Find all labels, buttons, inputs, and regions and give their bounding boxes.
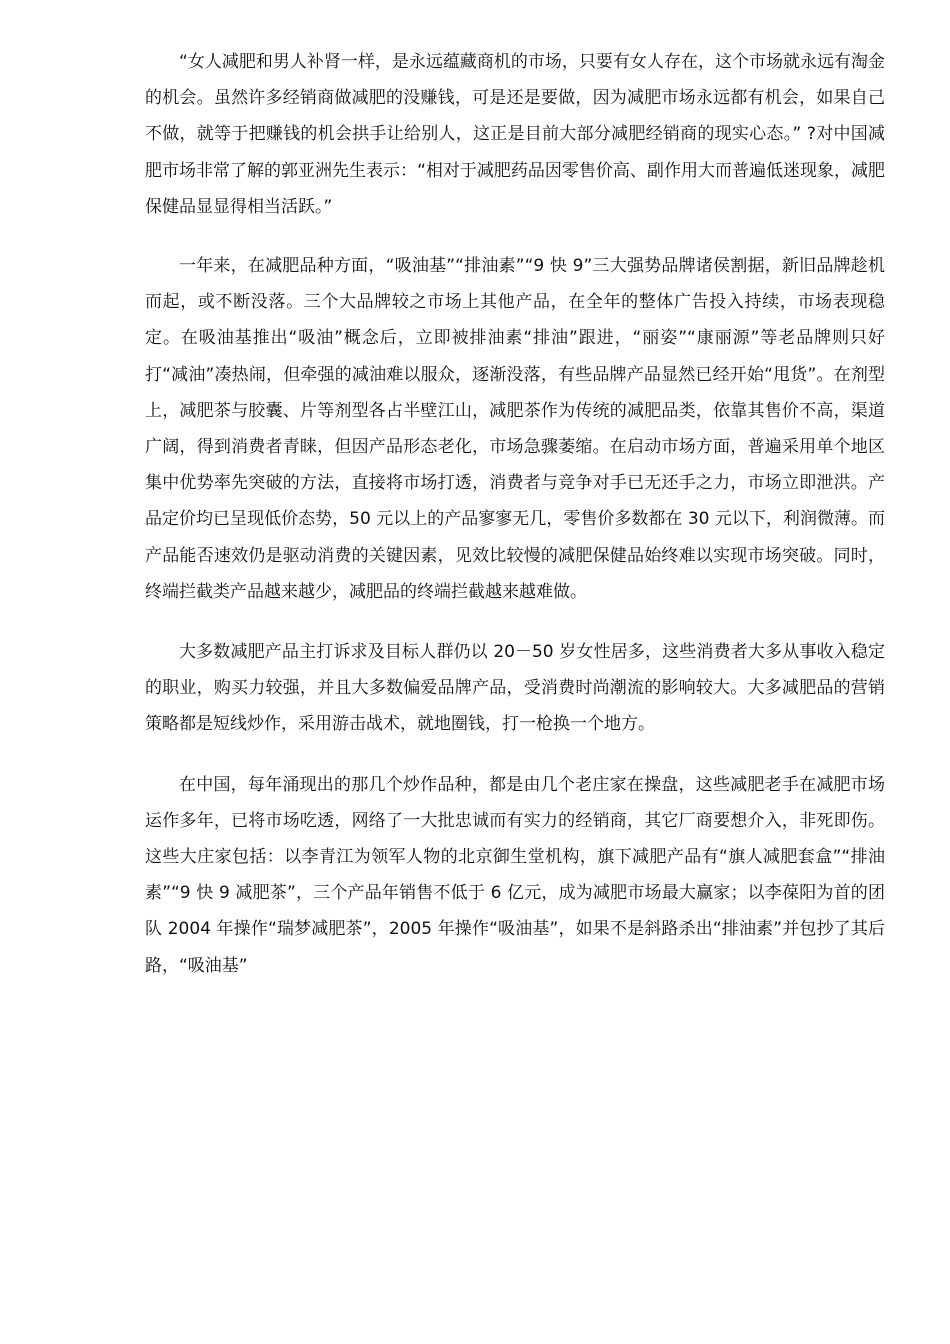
document-body [145,44,885,1008]
paragraph-3: 大多数减肥产品主打诉求及目标人群仍以 20－50 岁女性居多，这些消费者大多从事收入稳定的职业，购买力较强，并且大多数偏爱品牌产品，受消费时尚潮流的影响较大。大多减肥品的营销策略都是短线炒作，采用游击战术，就地圈钱，打一枪换一个地方。 [145,642,885,735]
paragraph-4: 在中国，每年涌现出的那几个炒作品种，都是由几个老庄家在操盘，这些减肥老手在减肥市场运作多年，已将市场吃透，网络了一大批忠诚而有实力的经销商，其它厂商要想介入，非死即伤。这些大庄家包括：以李青江为领军人物的北京御生堂机构，旗下减肥产品有“旗人减肥套盒”“排油素”“9 快 9 减肥茶”，三个产品年销售不低于 6 亿元，成为减肥市场最大赢家；以李葆阳为首的团队 2004 年操作“瑞梦减肥茶”，2005 年操作“吸油基”，如果不是斜路杀出“排油素”并包抄了其后路，“吸油基” [145,774,885,976]
paragraph-1: “女人减肥和男人补肾一样，是永远蕴藏商机的市场，只要有女人存在，这个市场就永远有淘金的机会。虽然许多经销商做减肥的没赚钱，可是还是要做，因为减肥市场永远都有机会，如果自己不做，就等于把赚钱的机会拱手让给别人，这正是目前大部分减肥经销商的现实心态。” ?对中国减肥市场非常了解的郭亚洲先生表示：“相对于减肥药品因零售价高、副作用大而普遍低迷现象，减肥保健品显显得相当活跃。” [145,52,885,217]
paragraph-2: 一年来，在减肥品种方面，“吸油基”“排油素”“9 快 9”三大强势品牌诸侯割据，新旧品牌趁机而起，或不断没落。三个大品牌较之市场上其他产品，在全年的整体广告投入持续，市场表现稳定。在吸油基推出“吸油”概念后，立即被排油素“排油”跟进，“丽姿”“康丽源”等老品牌则只好打“减油”凑热闹，但牵强的减油难以服众，逐渐没落，有些品牌产品显然已经开始“甩货”。在剂型上，减肥茶与胶囊、片等剂型各占半壁江山，减肥茶作为传统的减肥品类，依靠其售价不高，渠道广阔，得到消费者青睐，但因产品形态老化，市场急骤萎缩。在启动市场方面，普遍采用单个地区集中优势率先突破的方法，直接将市场打透，消费者与竞争对手已无还手之力，市场立即泄洪。产品定价均已呈现低价态势，50 元以上的产品寥寥无几，零售价多数都在 30 元以下，利润微薄。而产品能否速效仍是驱动消费的关键因素，见效比较慢的减肥保健品始终难以实现市场突破。同时，终端拦截类产品越来越少，减肥品的终端拦截越来越难做。 [145,256,885,602]
